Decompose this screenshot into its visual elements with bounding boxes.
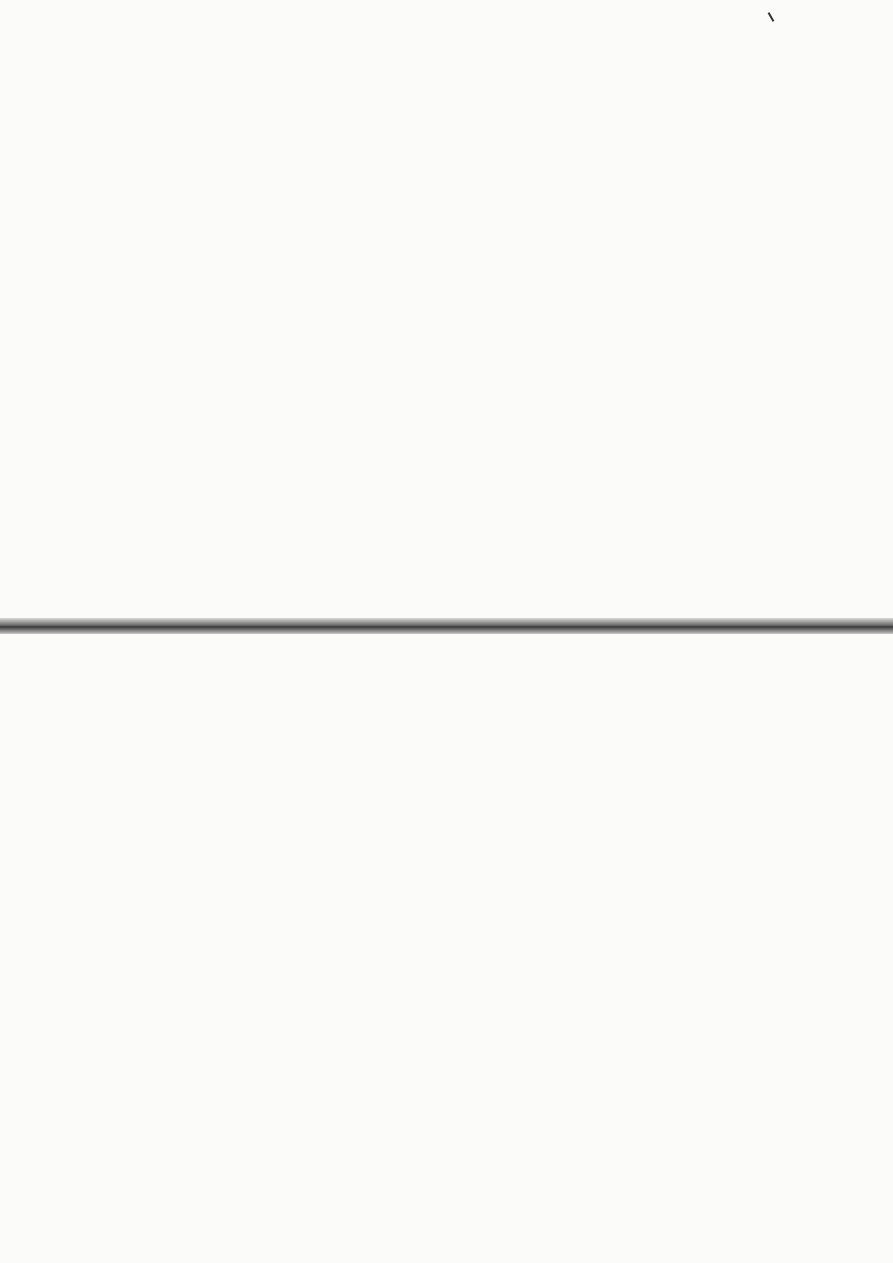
book-spine-fold [0,618,893,634]
page-67-text-block [45,655,845,1200]
page-66 [0,0,893,620]
page-66-text-block [40,70,840,615]
